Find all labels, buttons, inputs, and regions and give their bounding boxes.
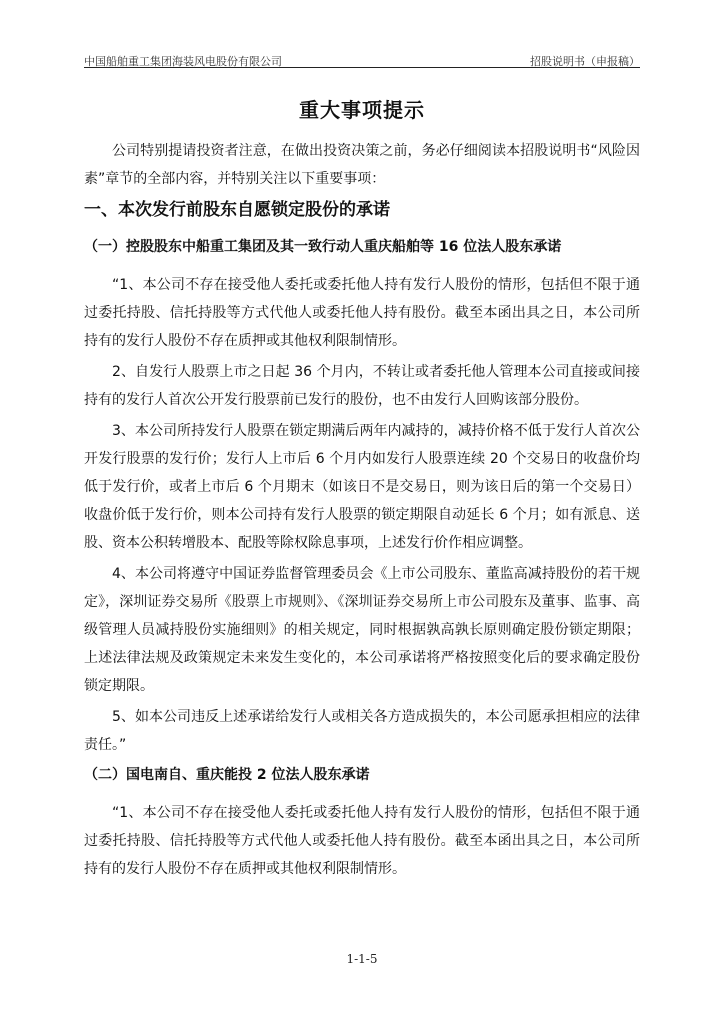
section-heading-1: 一、本次发行前股东自愿锁定股份的承诺 [84, 200, 390, 220]
commitment-paragraph-1: “1、本公司不存在接受他人委托或委托他人持有发行人股份的情形，包括但不限于通过委托持股、信托持股等方式代他人或委托他人持有股份。截至本函出具之日，本公司所持有的发行人股份不存在质押或其他权利限制情形。 [84, 277, 640, 349]
subsection-heading-1: （一）控股股东中船重工集团及其一致行动人重庆船舶等 16 位法人股东承诺 [84, 239, 562, 255]
header-divider [84, 67, 640, 68]
intro-paragraph: 公司特别提请投资者注意，在做出投资决策之前，务必仔细阅读本招股说明书“风险因素”章节的全部内容，并特别关注以下重要事项： [84, 143, 640, 187]
commitment-paragraph-5: 5、如本公司违反上述承诺给发行人或相关各方造成损失的，本公司愿承担相应的法律责任。” [84, 709, 640, 753]
commitment-paragraph-2: 2、自发行人股票上市之日起 36 个月内，不转让或者委托他人管理本公司直接或间接持有的发行人首次公开发行股票前已发行的股份，也不由发行人回购该部分股份。 [84, 364, 640, 408]
commitment-paragraph-6: “1、本公司不存在接受他人委托或委托他人持有发行人股份的情形，包括但不限于通过委托持股、信托持股等方式代他人或委托他人持有股份。截至本函出具之日，本公司所持有的发行人股份不存在质押或其他权利限制情形。 [84, 805, 640, 877]
commitment-paragraph-3: 3、本公司所持发行人股票在锁定期满后两年内减持的，减持价格不低于发行人首次公开发行股票的发行价；发行人上市后 6 个月内如发行人股票连续 20 个交易日的收盘价均低于发行价，或者上市后 6 个月期末（如该日不是交易日，则为该日后的第一个交易日）收盘价低于发行价，则本公司持有发行人股票的锁定期限自动延长 6 个月；如有派息、送股、资本公积转增股本、配股等除权除息事项，上述发行价作相应调整。 [84, 423, 640, 551]
subsection-heading-2: （二）国电南自、重庆能投 2 位法人股东承诺 [84, 767, 370, 783]
page-content [84, 94, 640, 886]
page-title: 重大事项提示 [299, 98, 425, 122]
commitment-paragraph-4: 4、本公司将遵守中国证券监督管理委员会《上市公司股东、董监高减持股份的若干规定》，深圳证券交易所《股票上市规则》、《深圳证券交易所上市公司股东及董事、监事、高级管理人员减持股份实施细则》的相关规定，同时根据孰高孰长原则确定股份锁定期限；上述法律法规及政策规定未来发生变化的，本公司承诺将严格按照变化后的要求确定股份锁定期限。 [84, 566, 640, 694]
page-number: 1-1-5 [346, 952, 378, 966]
header-company-name: 中国船舶重工集团海装风电股份有限公司 [84, 55, 282, 68]
header-document-type: 招股说明书（申报稿） [530, 55, 640, 68]
